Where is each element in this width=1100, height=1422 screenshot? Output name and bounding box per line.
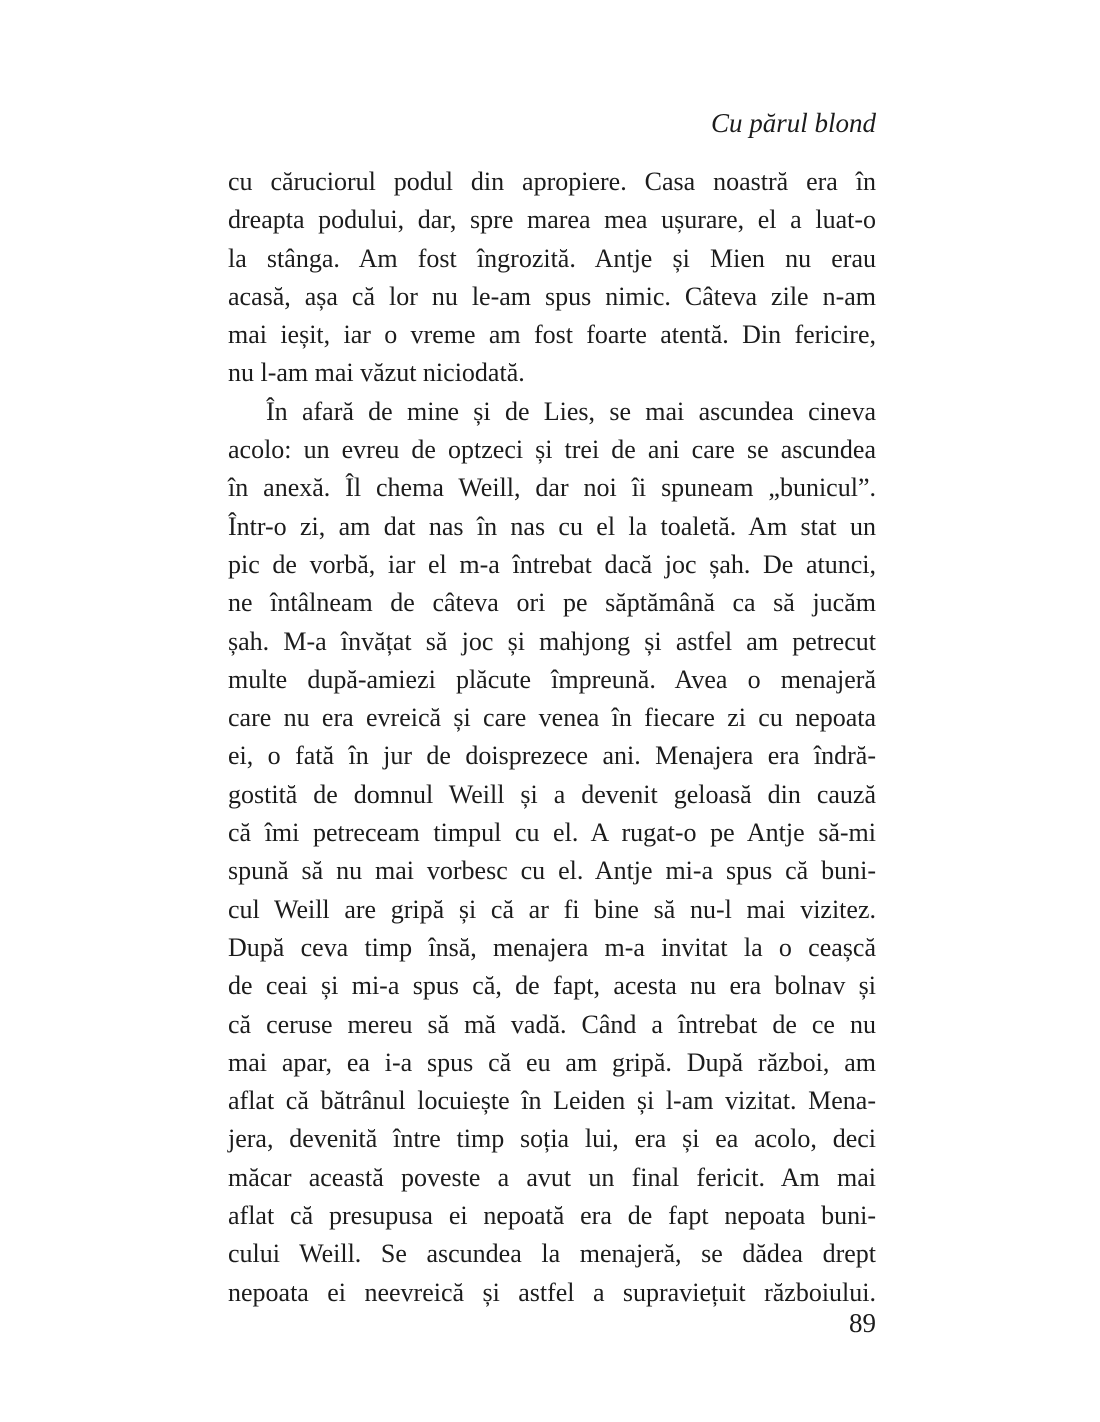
- running-header: Cu părul blond: [710, 108, 876, 138]
- text-line: că ceruse mereu să mă vadă. Când a întrebat de ce nu: [228, 1009, 876, 1039]
- text-line: Într-o zi, am dat nas în nas cu el la toaletă. Am stat un: [228, 511, 876, 541]
- text-line: la stânga. Am fost îngrozită. Antje și Mien nu erau: [228, 243, 876, 273]
- text-line: de ceai și mi-a spus că, de fapt, acesta nu era bolnav și: [228, 971, 876, 1001]
- text-line: în anexă. Îl chema Weill, dar noi îi spuneam „bunicul”.: [228, 473, 876, 503]
- text-line: spună să nu mai vorbesc cu el. Antje mi-a spus că buni-: [228, 856, 876, 886]
- text-line: ne întâlneam de câteva ori pe săptămână ca să jucăm: [228, 588, 876, 618]
- text-line: șah. M-a învățat să joc și mahjong și astfel am petrecut: [228, 626, 876, 656]
- text-line: măcar această poveste a avut un final fericit. Am mai: [228, 1162, 876, 1192]
- text-line: acasă, așa că lor nu le-am spus nimic. Câteva zile n-am: [228, 281, 876, 311]
- text-line: acolo: un evreu de optzeci și trei de ani care se ascundea: [228, 435, 876, 465]
- text-line: aflat că presupusa ei nepoată era de fapt nepoata buni-: [228, 1201, 876, 1231]
- text-line: mai apar, ea i-a spus că eu am gripă. După război, am: [228, 1047, 876, 1077]
- text-line: nu l-am mai văzut niciodată.: [228, 358, 525, 388]
- text-line: După ceva timp însă, menajera m-a invitat la o ceașcă: [228, 932, 876, 962]
- text-line: că îmi petreceam timpul cu el. A rugat-o pe Antje să-mi: [228, 818, 876, 848]
- text-line: cul Weill are gripă și că ar fi bine să nu-l mai vizitez.: [228, 894, 876, 924]
- text-line: aflat că bătrânul locuiește în Leiden și l-am vizitat. Mena-: [228, 1086, 876, 1116]
- text-line: gostită de domnul Weill și a devenit geloasă din cauză: [228, 779, 876, 809]
- text-line: nepoata ei neevreică și astfel a supraviețuit războiului.: [228, 1277, 876, 1307]
- page-number: 89: [849, 1308, 876, 1338]
- text-line: pic de vorbă, iar el m-a întrebat dacă joc șah. De atunci,: [228, 549, 876, 579]
- text-line: care nu era evreică și care venea în fiecare zi cu nepoata: [228, 703, 876, 733]
- text-line: mai ieșit, iar o vreme am fost foarte atentă. Din fericire,: [228, 320, 876, 350]
- text-line: cului Weill. Se ascundea la menajeră, se dădea drept: [228, 1239, 876, 1269]
- text-line: jera, devenită între timp soția lui, era și ea acolo, deci: [228, 1124, 876, 1154]
- text-block: [228, 163, 876, 1312]
- text-line: În afară de mine și de Lies, se mai ascundea cineva: [266, 396, 876, 426]
- text-line: multe după-amiezi plăcute împreună. Avea o menajeră: [228, 664, 876, 694]
- text-line: cu căruciorul podul din apropiere. Casa noastră era în: [228, 167, 876, 196]
- text-line: ei, o fată în jur de doisprezece ani. Menajera era îndră-: [228, 741, 876, 771]
- text-line: dreapta podului, dar, spre marea mea ușurare, el a luat-o: [228, 205, 876, 235]
